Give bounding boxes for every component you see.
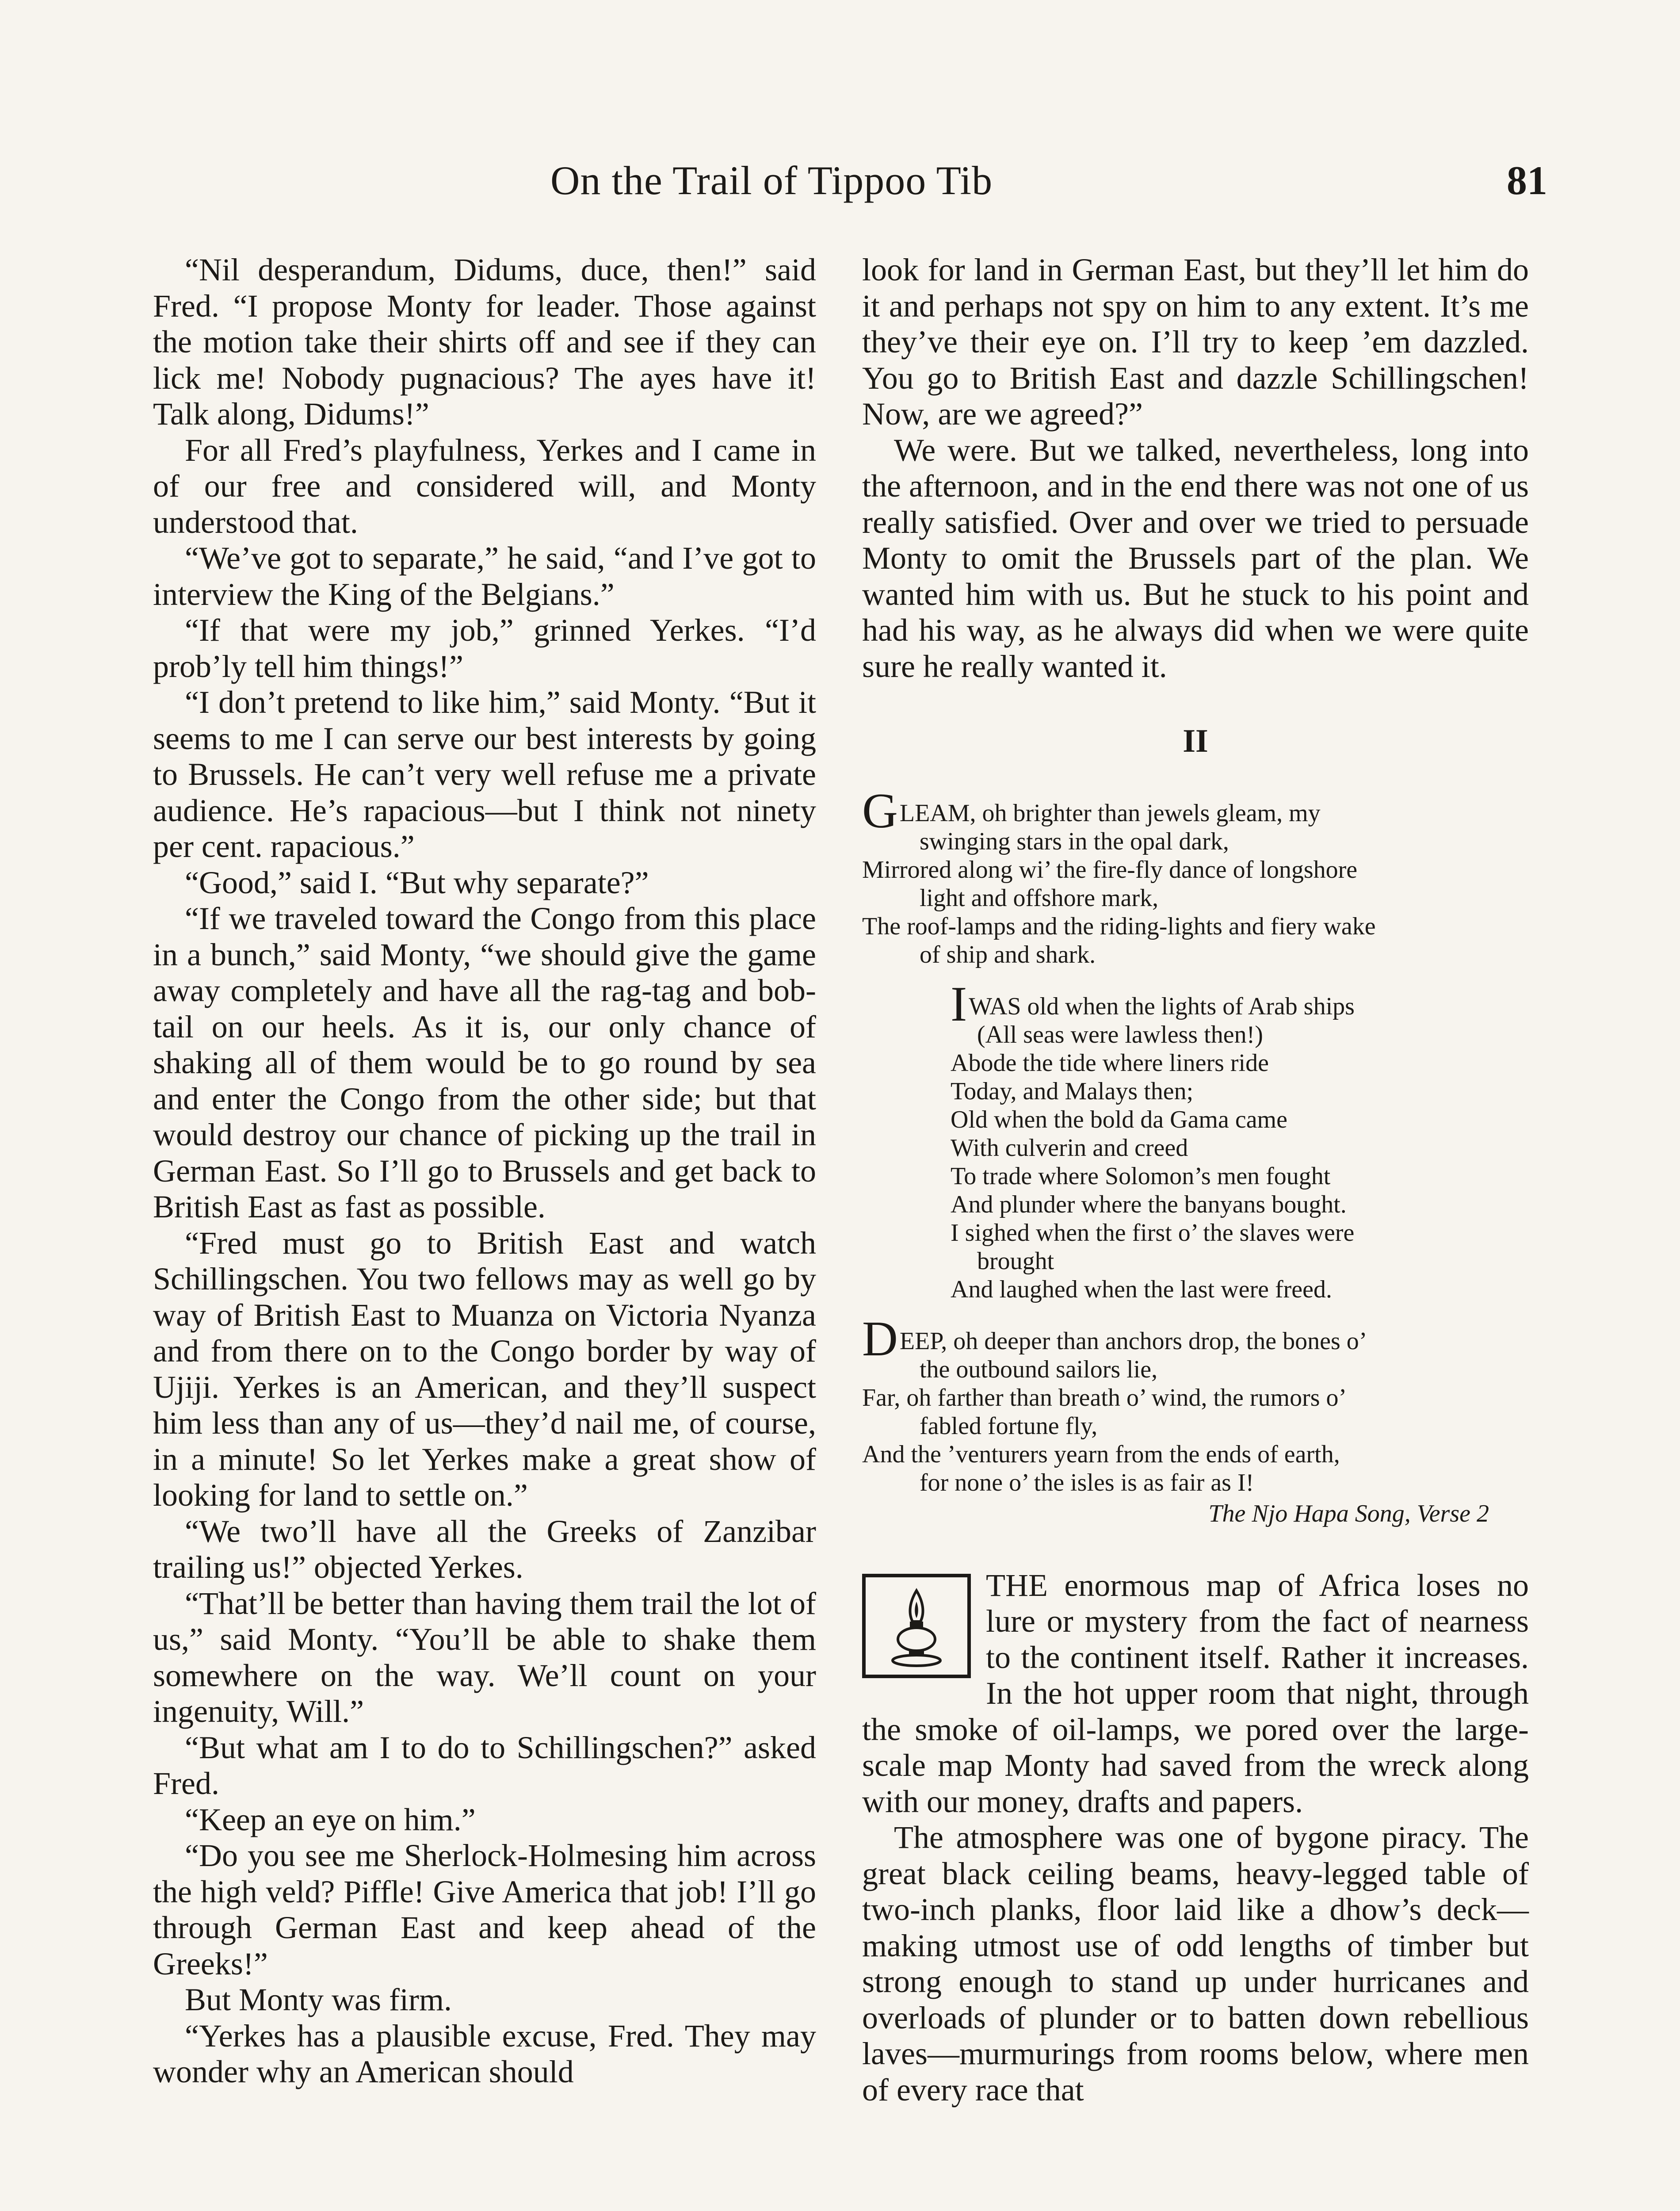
- poem-line: the outbound sailors lie,: [920, 1355, 1158, 1383]
- page-number: 81: [1507, 158, 1547, 203]
- poem-line: brought: [977, 1247, 1054, 1275]
- paragraph: “Yerkes has a plausible excuse, Fred. They may wonder why an American should: [153, 2018, 816, 2089]
- paragraph: “We’ve got to separate,” he said, “and I’ve got to interview the King of the Belgians.”: [153, 540, 816, 612]
- paragraph: “Nil desperandum, Didums, duce, then!” said Fred. “I propose Monty for leader. Those against the motion take their shirts off and see if they can lick me! Nobody pugnacious? The ayes have it! Talk along, Didums!”: [153, 252, 816, 432]
- paragraph: “Keep an eye on him.”: [185, 1802, 476, 1837]
- paragraph: “If that were my job,” grinned Yerkes. “I’d prob’ly tell him things!”: [153, 612, 816, 684]
- paragraph: “We two’ll have all the Greeks of Zanzibar trailing us!” objected Yerkes.: [153, 1513, 816, 1585]
- poem-line: Old when the bold da Gama came: [951, 1106, 1287, 1133]
- paragraph: “Fred must go to British East and watch Schillingschen. You two fellows may as well go by way of British East to Muanza on Victoria Nyanza and from there on to the Congo border by way of Ujiji. Yerkes is an American, and they’ll suspect him less than any of us—they’d nail me, of course, in a minute! So let Yerkes make a great show of looking for land to settle on.”: [153, 1225, 816, 1513]
- poem-line: Far, oh farther than breath o’ wind, the rumors o’: [862, 1384, 1347, 1412]
- poem-line: EEP, oh deeper than anchors drop, the bones o’: [899, 1327, 1367, 1355]
- paragraph: We were. But we talked, nevertheless, long into the afternoon, and in the end there was not one of us really satisfied. Over and over we tried to persuade Monty to omit the Brussels part of the plan. We wanted him with us. But he stuck to his point and had his way, as he always did when we were quite sure he really wanted it.: [862, 432, 1529, 684]
- poem-stanza: [862, 783, 1529, 969]
- poem-line: (All seas were lawless then!): [977, 1021, 1263, 1048]
- paragraph: “Good,” said I. “But why separate?”: [185, 865, 649, 900]
- poem-inner-stanza: [951, 976, 1529, 1304]
- drop-initial: D: [862, 1311, 898, 1366]
- section-number: II: [1183, 723, 1208, 759]
- poem-line: And the ’venturers yearn from the ends of earth,: [862, 1440, 1340, 1468]
- paragraph: “I don’t pretend to like him,” said Monty. “But it seems to me I can serve our best interests by going to Brussels. He can’t very well refuse me a private audience. He’s rapacious—but I think not ninety per cent. rapacious.”: [153, 685, 816, 864]
- paragraph: But Monty was firm.: [185, 1982, 452, 2017]
- poem-line: To trade where Solomon’s men fought: [951, 1162, 1331, 1190]
- left-column: [153, 252, 816, 2090]
- paragraph: “If we traveled toward the Congo from this place in a bunch,” said Monty, “we should give the game away completely and have all the rag-tag and bob-tail on our heels. As it is, our only chance of shaking all of them would be to go round by sea and enter the Congo from the other side; but that would destroy our chance of picking up the trail in German East. So I’ll go to Brussels and get back to British East as fast as possible.: [153, 901, 816, 1224]
- poem-line: light and offshore mark,: [920, 884, 1159, 912]
- poem-line: With culverin and creed: [951, 1134, 1188, 1162]
- poem-line: The roof-lamps and the riding-lights and fiery wake: [862, 912, 1376, 940]
- running-header: [550, 157, 1547, 219]
- poem-attribution: The Njo Hapa Song, Verse 2: [1208, 1500, 1489, 1527]
- poem-line: of ship and shark.: [920, 941, 1096, 968]
- poem-line: Today, and Malays then;: [951, 1077, 1194, 1105]
- oil-lamp-icon: [862, 1574, 971, 1678]
- poem-line: Abode the tide where liners ride: [951, 1049, 1269, 1077]
- poem-line: swinging stars in the opal dark,: [920, 827, 1229, 855]
- poem-stanza: [862, 1311, 1529, 1528]
- right-column: [862, 252, 1529, 2108]
- poem-line: WAS old when the lights of Arab ships: [969, 992, 1355, 1020]
- paragraph: “But what am I to do to Schillingschen?” asked Fred.: [153, 1729, 816, 1801]
- paragraph: THE enormous map of Africa loses no lure or mystery from the fact of nearness to the continent itself. Rather it increases. In the hot upper room that night, through the smoke of oil-lamps, we pored over the large-scale map Monty had saved from the wreck along with our money, drafts and papers.: [862, 1567, 1529, 1819]
- paragraph: look for land in German East, but they’ll let him do it and perhaps not spy on him to any extent. It’s me they’ve their eye on. I’ll try to keep ’em dazzled. You go to British East and dazzle Schillingschen! Now, are we agreed?”: [862, 252, 1529, 432]
- poem-line: I sighed when the first o’ the slaves were: [951, 1219, 1355, 1247]
- epigraph-poem: [862, 783, 1529, 1528]
- poem-line: And laughed when the last were freed.: [951, 1275, 1332, 1303]
- paragraph: For all Fred’s playfulness, Yerkes and I came in of our free and considered will, and Monty understood that.: [153, 432, 816, 540]
- poem-line: LEAM, oh brighter than jewels gleam, my: [899, 799, 1321, 827]
- paragraph: “Do you see me Sherlock-Holmesing him across the high veld? Piffle! Give America that job! I’ll go through German East and keep ahead of the Greeks!”: [153, 1838, 816, 1981]
- poem-line: Mirrored along wi’ the fire-fly dance of longshore: [862, 856, 1358, 884]
- drop-initial: G: [862, 783, 898, 838]
- chapter-opening: [862, 1568, 1529, 2108]
- paragraph: “That’ll be better than having them trail the lot of us,” said Monty. “You’ll be able to shake them somewhere on the way. We’ll count on your ingenuity, Will.”: [153, 1585, 816, 1729]
- paragraph: The atmosphere was one of bygone piracy. The great black ceiling beams, heavy-legged table of two-inch planks, floor laid like a dhow’s deck—making utmost use of odd lengths of timber but strong enough to stand up under hurricanes and overloads of plunder or to batten down rebellious laves—murmurings from rooms below, where men of every race that: [862, 1820, 1529, 2108]
- poem-line: fabled fortune fly,: [920, 1412, 1098, 1440]
- poem-line: for none o’ the isles is as fair as I!: [920, 1469, 1254, 1496]
- drop-initial: I: [951, 976, 967, 1032]
- poem-line: And plunder where the banyans bought.: [951, 1190, 1347, 1218]
- running-title: On the Trail of Tippoo Tib: [550, 158, 993, 203]
